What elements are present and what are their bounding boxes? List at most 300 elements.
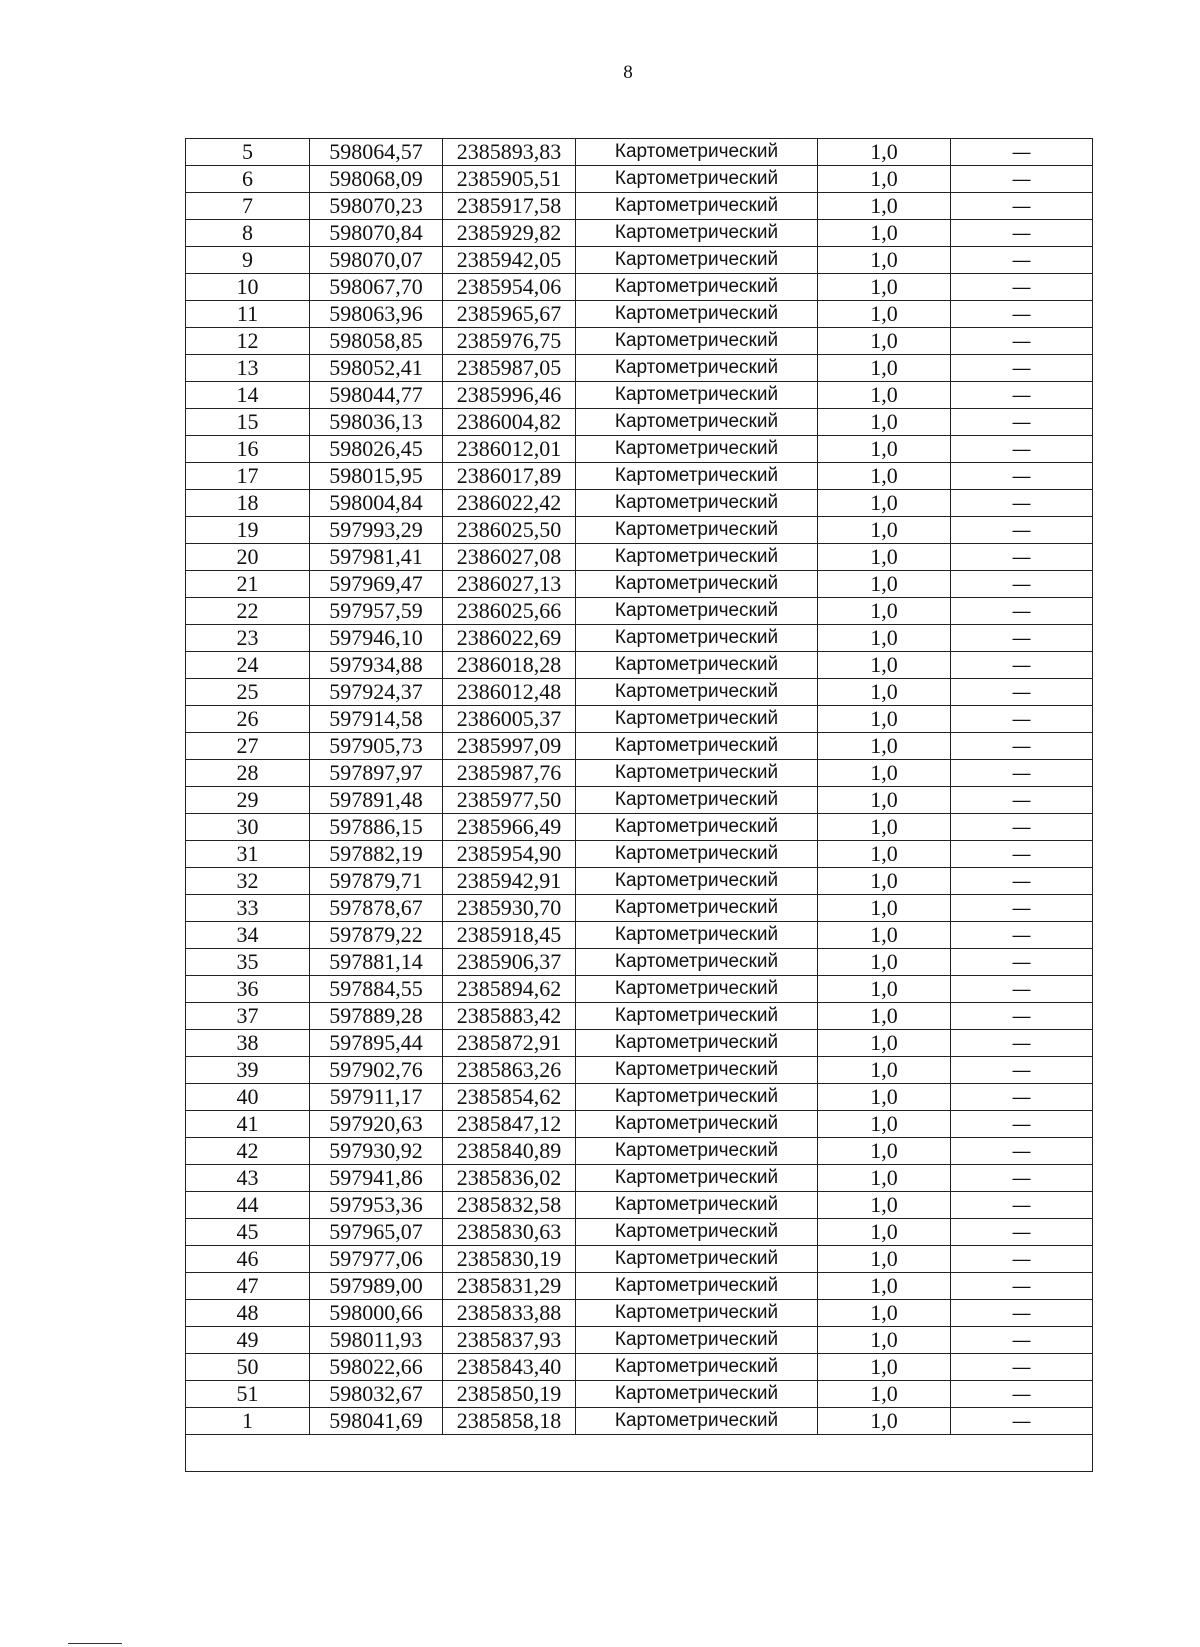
accuracy-cell: 1,0	[818, 1057, 951, 1084]
y-coordinate-cell: 2386005,37	[443, 706, 576, 733]
method-cell: Картометрический	[576, 490, 818, 517]
x-coordinate-cell: 598011,93	[310, 1327, 443, 1354]
y-coordinate-cell: 2385872,91	[443, 1030, 576, 1057]
note-cell: —	[951, 220, 1093, 247]
y-coordinate-cell: 2385942,05	[443, 247, 576, 274]
y-coordinate-cell: 2385830,19	[443, 1246, 576, 1273]
y-coordinate-cell: 2386027,08	[443, 544, 576, 571]
note-cell: —	[951, 274, 1093, 301]
x-coordinate-cell: 598026,45	[310, 436, 443, 463]
y-coordinate-cell: 2386025,66	[443, 598, 576, 625]
y-coordinate-cell: 2385858,18	[443, 1408, 576, 1435]
y-coordinate-cell: 2385831,29	[443, 1273, 576, 1300]
note-cell: —	[951, 1111, 1093, 1138]
note-cell: —	[951, 814, 1093, 841]
y-coordinate-cell: 2385987,76	[443, 760, 576, 787]
point-number-cell: 6	[186, 166, 310, 193]
table-row	[186, 652, 1093, 679]
y-coordinate-cell: 2386022,42	[443, 490, 576, 517]
method-cell: Картометрический	[576, 733, 818, 760]
point-number-cell: 27	[186, 733, 310, 760]
x-coordinate-cell: 598041,69	[310, 1408, 443, 1435]
y-coordinate-cell: 2385997,09	[443, 733, 576, 760]
method-cell: Картометрический	[576, 274, 818, 301]
y-coordinate-cell: 2386012,48	[443, 679, 576, 706]
y-coordinate-cell: 2385987,05	[443, 355, 576, 382]
accuracy-cell: 1,0	[818, 1003, 951, 1030]
accuracy-cell: 1,0	[818, 193, 951, 220]
point-number-cell: 49	[186, 1327, 310, 1354]
point-number-cell: 28	[186, 760, 310, 787]
point-number-cell: 23	[186, 625, 310, 652]
x-coordinate-cell: 597930,92	[310, 1138, 443, 1165]
point-number-cell: 17	[186, 463, 310, 490]
accuracy-cell: 1,0	[818, 436, 951, 463]
table-row	[186, 382, 1093, 409]
y-coordinate-cell: 2386022,69	[443, 625, 576, 652]
x-coordinate-cell: 597914,58	[310, 706, 443, 733]
x-coordinate-cell: 597924,37	[310, 679, 443, 706]
point-number-cell: 8	[186, 220, 310, 247]
table-row	[186, 976, 1093, 1003]
point-number-cell: 47	[186, 1273, 310, 1300]
note-cell: —	[951, 1057, 1093, 1084]
point-number-cell: 34	[186, 922, 310, 949]
x-coordinate-cell: 597884,55	[310, 976, 443, 1003]
note-cell: —	[951, 517, 1093, 544]
table-row	[186, 841, 1093, 868]
method-cell: Картометрический	[576, 598, 818, 625]
y-coordinate-cell: 2385918,45	[443, 922, 576, 949]
y-coordinate-cell: 2385836,02	[443, 1165, 576, 1192]
note-cell: —	[951, 139, 1093, 166]
accuracy-cell: 1,0	[818, 1030, 951, 1057]
accuracy-cell: 1,0	[818, 328, 951, 355]
table-row	[186, 787, 1093, 814]
method-cell: Картометрический	[576, 787, 818, 814]
accuracy-cell: 1,0	[818, 706, 951, 733]
y-coordinate-cell: 2385906,37	[443, 949, 576, 976]
x-coordinate-cell: 598004,84	[310, 490, 443, 517]
x-coordinate-cell: 598044,77	[310, 382, 443, 409]
method-cell: Картометрический	[576, 760, 818, 787]
y-coordinate-cell: 2385894,62	[443, 976, 576, 1003]
x-coordinate-cell: 597889,28	[310, 1003, 443, 1030]
method-cell: Картометрический	[576, 976, 818, 1003]
note-cell: —	[951, 544, 1093, 571]
accuracy-cell: 1,0	[818, 490, 951, 517]
point-number-cell: 19	[186, 517, 310, 544]
accuracy-cell: 1,0	[818, 1165, 951, 1192]
table-row	[186, 679, 1093, 706]
accuracy-cell: 1,0	[818, 1084, 951, 1111]
method-cell: Картометрический	[576, 1219, 818, 1246]
note-cell: —	[951, 409, 1093, 436]
accuracy-cell: 1,0	[818, 301, 951, 328]
point-number-cell: 37	[186, 1003, 310, 1030]
method-cell: Картометрический	[576, 1192, 818, 1219]
table-row	[186, 517, 1093, 544]
point-number-cell: 33	[186, 895, 310, 922]
method-cell: Картометрический	[576, 1165, 818, 1192]
point-number-cell: 29	[186, 787, 310, 814]
accuracy-cell: 1,0	[818, 1327, 951, 1354]
accuracy-cell: 1,0	[818, 1273, 951, 1300]
y-coordinate-cell: 2385854,62	[443, 1084, 576, 1111]
table-row	[186, 1273, 1093, 1300]
method-cell: Картометрический	[576, 517, 818, 544]
y-coordinate-cell: 2385965,67	[443, 301, 576, 328]
note-cell: —	[951, 301, 1093, 328]
y-coordinate-cell: 2385905,51	[443, 166, 576, 193]
point-number-cell: 16	[186, 436, 310, 463]
table-row	[186, 328, 1093, 355]
coordinates-table-body	[186, 139, 1093, 1472]
table-row	[186, 1327, 1093, 1354]
x-coordinate-cell: 597902,76	[310, 1057, 443, 1084]
accuracy-cell: 1,0	[818, 463, 951, 490]
table-row	[186, 598, 1093, 625]
x-coordinate-cell: 597881,14	[310, 949, 443, 976]
method-cell: Картометрический	[576, 436, 818, 463]
x-coordinate-cell: 597965,07	[310, 1219, 443, 1246]
table-row	[186, 949, 1093, 976]
x-coordinate-cell: 597993,29	[310, 517, 443, 544]
accuracy-cell: 1,0	[818, 625, 951, 652]
accuracy-cell: 1,0	[818, 1246, 951, 1273]
method-cell: Картометрический	[576, 328, 818, 355]
note-cell: —	[951, 571, 1093, 598]
table-row	[186, 760, 1093, 787]
accuracy-cell: 1,0	[818, 1300, 951, 1327]
point-number-cell: 20	[186, 544, 310, 571]
note-cell: —	[951, 679, 1093, 706]
method-cell: Картометрический	[576, 1327, 818, 1354]
note-cell: —	[951, 949, 1093, 976]
table-row	[186, 1138, 1093, 1165]
x-coordinate-cell: 598032,67	[310, 1381, 443, 1408]
note-cell: —	[951, 436, 1093, 463]
method-cell: Картометрический	[576, 1246, 818, 1273]
table-row	[186, 868, 1093, 895]
note-cell: —	[951, 1030, 1093, 1057]
note-cell: —	[951, 841, 1093, 868]
point-number-cell: 38	[186, 1030, 310, 1057]
point-number-cell: 24	[186, 652, 310, 679]
point-number-cell: 9	[186, 247, 310, 274]
x-coordinate-cell: 597891,48	[310, 787, 443, 814]
y-coordinate-cell: 2385830,63	[443, 1219, 576, 1246]
table-row	[186, 490, 1093, 517]
table-row	[186, 139, 1093, 166]
x-coordinate-cell: 598067,70	[310, 274, 443, 301]
method-cell: Картометрический	[576, 463, 818, 490]
accuracy-cell: 1,0	[818, 895, 951, 922]
note-cell: —	[951, 1165, 1093, 1192]
x-coordinate-cell: 598052,41	[310, 355, 443, 382]
y-coordinate-cell: 2385893,83	[443, 139, 576, 166]
point-number-cell: 40	[186, 1084, 310, 1111]
method-cell: Картометрический	[576, 949, 818, 976]
accuracy-cell: 1,0	[818, 1408, 951, 1435]
method-cell: Картометрический	[576, 355, 818, 382]
point-number-cell: 35	[186, 949, 310, 976]
point-number-cell: 7	[186, 193, 310, 220]
point-number-cell: 21	[186, 571, 310, 598]
coordinates-table	[185, 138, 1093, 1472]
note-cell: —	[951, 1219, 1093, 1246]
table-row	[186, 193, 1093, 220]
table-row	[186, 1246, 1093, 1273]
table-row	[186, 274, 1093, 301]
y-coordinate-cell: 2385976,75	[443, 328, 576, 355]
x-coordinate-cell: 598022,66	[310, 1354, 443, 1381]
accuracy-cell: 1,0	[818, 544, 951, 571]
y-coordinate-cell: 2385840,89	[443, 1138, 576, 1165]
point-number-cell: 42	[186, 1138, 310, 1165]
point-number-cell: 18	[186, 490, 310, 517]
table-row	[186, 436, 1093, 463]
note-cell: —	[951, 733, 1093, 760]
empty-table-row	[186, 1435, 1093, 1472]
x-coordinate-cell: 597941,86	[310, 1165, 443, 1192]
y-coordinate-cell: 2385996,46	[443, 382, 576, 409]
table-row	[186, 1057, 1093, 1084]
note-cell: —	[951, 193, 1093, 220]
point-number-cell: 22	[186, 598, 310, 625]
accuracy-cell: 1,0	[818, 1138, 951, 1165]
note-cell: —	[951, 787, 1093, 814]
point-number-cell: 1	[186, 1408, 310, 1435]
note-cell: —	[951, 922, 1093, 949]
x-coordinate-cell: 597920,63	[310, 1111, 443, 1138]
empty-cell	[186, 1435, 1093, 1472]
x-coordinate-cell: 597879,22	[310, 922, 443, 949]
y-coordinate-cell: 2386004,82	[443, 409, 576, 436]
method-cell: Картометрический	[576, 1138, 818, 1165]
table-row	[186, 409, 1093, 436]
table-row	[186, 1084, 1093, 1111]
method-cell: Картометрический	[576, 679, 818, 706]
method-cell: Картометрический	[576, 841, 818, 868]
y-coordinate-cell: 2385833,88	[443, 1300, 576, 1327]
point-number-cell: 39	[186, 1057, 310, 1084]
x-coordinate-cell: 598063,96	[310, 301, 443, 328]
note-cell: —	[951, 1300, 1093, 1327]
note-cell: —	[951, 355, 1093, 382]
x-coordinate-cell: 597957,59	[310, 598, 443, 625]
note-cell: —	[951, 976, 1093, 1003]
method-cell: Картометрический	[576, 1354, 818, 1381]
method-cell: Картометрический	[576, 382, 818, 409]
table-row	[186, 814, 1093, 841]
y-coordinate-cell: 2386012,01	[443, 436, 576, 463]
accuracy-cell: 1,0	[818, 760, 951, 787]
point-number-cell: 36	[186, 976, 310, 1003]
x-coordinate-cell: 597882,19	[310, 841, 443, 868]
x-coordinate-cell: 598015,95	[310, 463, 443, 490]
method-cell: Картометрический	[576, 814, 818, 841]
y-coordinate-cell: 2385850,19	[443, 1381, 576, 1408]
accuracy-cell: 1,0	[818, 517, 951, 544]
table-row	[186, 1192, 1093, 1219]
y-coordinate-cell: 2385863,26	[443, 1057, 576, 1084]
accuracy-cell: 1,0	[818, 922, 951, 949]
table-row	[186, 733, 1093, 760]
method-cell: Картометрический	[576, 139, 818, 166]
x-coordinate-cell: 597905,73	[310, 733, 443, 760]
x-coordinate-cell: 597953,36	[310, 1192, 443, 1219]
point-number-cell: 12	[186, 328, 310, 355]
y-coordinate-cell: 2385847,12	[443, 1111, 576, 1138]
table-row	[186, 625, 1093, 652]
accuracy-cell: 1,0	[818, 382, 951, 409]
point-number-cell: 43	[186, 1165, 310, 1192]
method-cell: Картометрический	[576, 1111, 818, 1138]
table-row	[186, 571, 1093, 598]
note-cell: —	[951, 1138, 1093, 1165]
table-row	[186, 544, 1093, 571]
point-number-cell: 15	[186, 409, 310, 436]
x-coordinate-cell: 598068,09	[310, 166, 443, 193]
note-cell: —	[951, 382, 1093, 409]
accuracy-cell: 1,0	[818, 1192, 951, 1219]
table-row	[186, 706, 1093, 733]
note-cell: —	[951, 1192, 1093, 1219]
method-cell: Картометрический	[576, 193, 818, 220]
x-coordinate-cell: 597911,17	[310, 1084, 443, 1111]
x-coordinate-cell: 598000,66	[310, 1300, 443, 1327]
table-row	[186, 895, 1093, 922]
note-cell: —	[951, 760, 1093, 787]
y-coordinate-cell: 2386025,50	[443, 517, 576, 544]
method-cell: Картометрический	[576, 652, 818, 679]
note-cell: —	[951, 1327, 1093, 1354]
note-cell: —	[951, 166, 1093, 193]
method-cell: Картометрический	[576, 220, 818, 247]
x-coordinate-cell: 598070,23	[310, 193, 443, 220]
note-cell: —	[951, 868, 1093, 895]
x-coordinate-cell: 597934,88	[310, 652, 443, 679]
accuracy-cell: 1,0	[818, 220, 951, 247]
note-cell: —	[951, 706, 1093, 733]
y-coordinate-cell: 2385966,49	[443, 814, 576, 841]
method-cell: Картометрический	[576, 1300, 818, 1327]
accuracy-cell: 1,0	[818, 868, 951, 895]
accuracy-cell: 1,0	[818, 355, 951, 382]
method-cell: Картометрический	[576, 571, 818, 598]
y-coordinate-cell: 2386017,89	[443, 463, 576, 490]
note-cell: —	[951, 1381, 1093, 1408]
x-coordinate-cell: 598070,84	[310, 220, 443, 247]
x-coordinate-cell: 598064,57	[310, 139, 443, 166]
accuracy-cell: 1,0	[818, 571, 951, 598]
point-number-cell: 45	[186, 1219, 310, 1246]
point-number-cell: 5	[186, 139, 310, 166]
x-coordinate-cell: 598058,85	[310, 328, 443, 355]
x-coordinate-cell: 597886,15	[310, 814, 443, 841]
x-coordinate-cell: 597946,10	[310, 625, 443, 652]
y-coordinate-cell: 2385929,82	[443, 220, 576, 247]
point-number-cell: 25	[186, 679, 310, 706]
method-cell: Картометрический	[576, 922, 818, 949]
note-cell: —	[951, 1084, 1093, 1111]
accuracy-cell: 1,0	[818, 841, 951, 868]
point-number-cell: 11	[186, 301, 310, 328]
accuracy-cell: 1,0	[818, 787, 951, 814]
table-row	[186, 1381, 1093, 1408]
note-cell: —	[951, 490, 1093, 517]
x-coordinate-cell: 598036,13	[310, 409, 443, 436]
y-coordinate-cell: 2385837,93	[443, 1327, 576, 1354]
method-cell: Картометрический	[576, 895, 818, 922]
x-coordinate-cell: 597897,97	[310, 760, 443, 787]
table-row	[186, 1408, 1093, 1435]
note-cell: —	[951, 328, 1093, 355]
table-row	[186, 1030, 1093, 1057]
accuracy-cell: 1,0	[818, 679, 951, 706]
point-number-cell: 30	[186, 814, 310, 841]
y-coordinate-cell: 2386027,13	[443, 571, 576, 598]
note-cell: —	[951, 463, 1093, 490]
method-cell: Картометрический	[576, 1381, 818, 1408]
x-coordinate-cell: 597895,44	[310, 1030, 443, 1057]
y-coordinate-cell: 2385954,06	[443, 274, 576, 301]
accuracy-cell: 1,0	[818, 652, 951, 679]
y-coordinate-cell: 2385883,42	[443, 1003, 576, 1030]
accuracy-cell: 1,0	[818, 1219, 951, 1246]
x-coordinate-cell: 597878,67	[310, 895, 443, 922]
accuracy-cell: 1,0	[818, 733, 951, 760]
table-row	[186, 1219, 1093, 1246]
table-row	[186, 1300, 1093, 1327]
y-coordinate-cell: 2385977,50	[443, 787, 576, 814]
accuracy-cell: 1,0	[818, 166, 951, 193]
table-row	[186, 1111, 1093, 1138]
method-cell: Картометрический	[576, 868, 818, 895]
point-number-cell: 32	[186, 868, 310, 895]
accuracy-cell: 1,0	[818, 1111, 951, 1138]
table-row	[186, 301, 1093, 328]
x-coordinate-cell: 597969,47	[310, 571, 443, 598]
method-cell: Картометрический	[576, 544, 818, 571]
point-number-cell: 31	[186, 841, 310, 868]
point-number-cell: 51	[186, 1381, 310, 1408]
page-number: 8	[623, 62, 633, 83]
method-cell: Картометрический	[576, 625, 818, 652]
y-coordinate-cell: 2385843,40	[443, 1354, 576, 1381]
accuracy-cell: 1,0	[818, 247, 951, 274]
note-cell: —	[951, 1354, 1093, 1381]
y-coordinate-cell: 2385942,91	[443, 868, 576, 895]
method-cell: Картометрический	[576, 1408, 818, 1435]
point-number-cell: 50	[186, 1354, 310, 1381]
note-cell: —	[951, 652, 1093, 679]
method-cell: Картометрический	[576, 1003, 818, 1030]
note-cell: —	[951, 1246, 1093, 1273]
note-cell: —	[951, 1273, 1093, 1300]
method-cell: Картометрический	[576, 1273, 818, 1300]
accuracy-cell: 1,0	[818, 274, 951, 301]
table-row	[186, 247, 1093, 274]
note-cell: —	[951, 1003, 1093, 1030]
x-coordinate-cell: 597977,06	[310, 1246, 443, 1273]
note-cell: —	[951, 1408, 1093, 1435]
table-row	[186, 220, 1093, 247]
point-number-cell: 10	[186, 274, 310, 301]
accuracy-cell: 1,0	[818, 598, 951, 625]
note-cell: —	[951, 598, 1093, 625]
